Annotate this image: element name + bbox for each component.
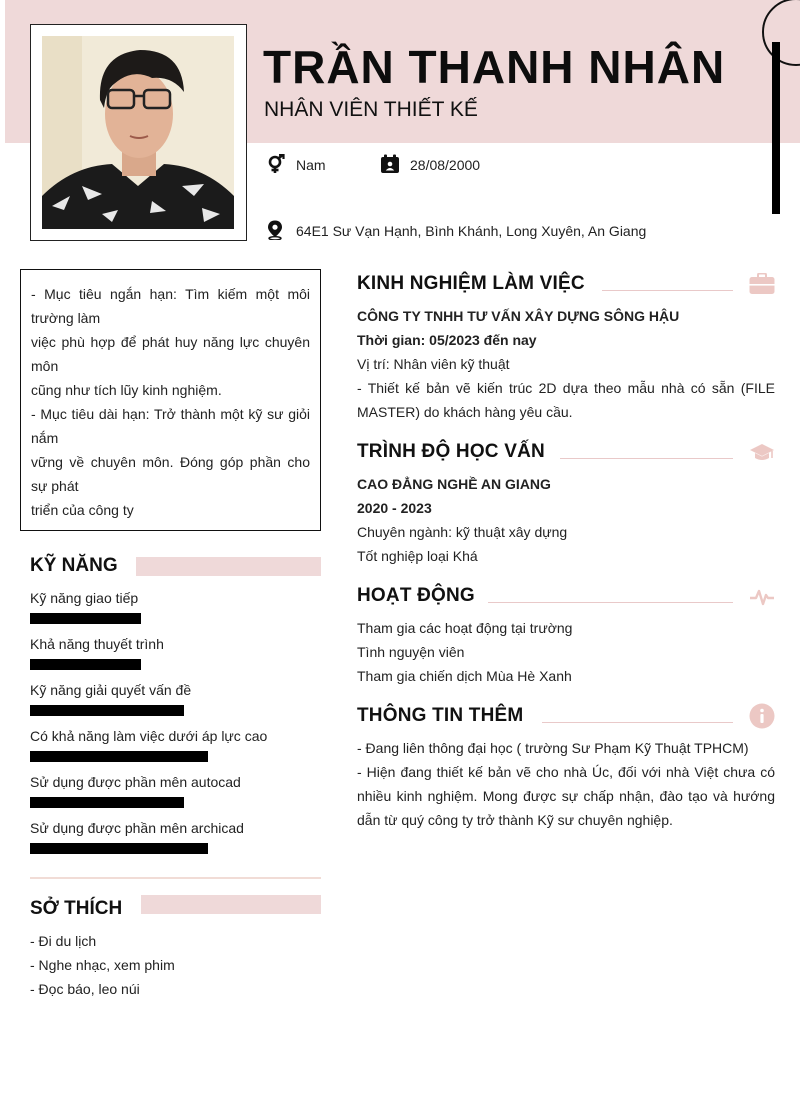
hobbies-heading: SỞ THÍCH	[30, 898, 123, 919]
skill-label: Kỹ năng giải quyết vấn đề	[30, 682, 192, 698]
activities-heading-line	[488, 602, 733, 603]
skill-label: Sử dụng được phần mên autocad	[30, 774, 241, 790]
info-icon	[749, 703, 775, 729]
more-info-line-1: - Đang liên thông đại học ( trường Sư Phạm Kỹ Thuật TPHCM)	[357, 740, 749, 756]
address-text: 64E1 Sư Vạn Hạnh, Bình Khánh, Long Xuyên, An Giang	[296, 223, 647, 239]
education-heading: TRÌNH ĐỘ HỌC VẤN	[357, 441, 545, 462]
skill-level-bar	[30, 843, 208, 854]
experience-heading-line	[602, 290, 733, 291]
birthday-text: 28/08/2000	[410, 157, 481, 173]
skills-heading-bar	[136, 557, 321, 576]
hobby-item: - Nghe nhạc, xem phim	[30, 957, 175, 973]
hobby-item: - Đi du lịch	[30, 933, 97, 949]
career-objective-box	[20, 269, 321, 531]
more-info-heading: THÔNG TIN THÊM	[357, 705, 524, 726]
skill-level-bar	[30, 705, 184, 716]
decor-vertical-bar	[772, 42, 780, 214]
skill-label: Khả năng thuyết trình	[30, 636, 164, 652]
more-info-heading-line	[542, 722, 733, 723]
activities-heading: HOẠT ĐỘNG	[357, 585, 475, 606]
heartbeat-icon	[749, 586, 775, 608]
skill-label: Kỹ năng giao tiếp	[30, 590, 139, 606]
work-description: - Thiết kế bản vẽ kiến trúc 2D dựa theo mẫu nhà có sẵn (FILE MASTER) do khách hàng yêu cầu.	[357, 380, 775, 420]
skill-level-bar	[30, 659, 141, 670]
objective-line: - Mục tiêu dài hạn: Trở thành một kỹ sư giỏi nắm	[31, 406, 310, 446]
company-name: CÔNG TY TNHH TƯ VẤN XÂY DỰNG SÔNG HẬU	[357, 308, 680, 324]
more-info-line-2: - Hiện đang thiết kế bản vẽ cho nhà Úc, đối với nhà Việt chưa có nhiều kinh nghiệm. Mong được sự chấp nhận, đào tạo và hướng dẫn từ quý công ty trở thành Kỹ sư chuyên nghiệp.	[357, 764, 775, 828]
gender-icon	[266, 154, 286, 174]
job-title: NHÂN VIÊN THIẾT KẾ	[264, 98, 478, 121]
activity-item: Tham gia các hoạt động tại trường	[357, 620, 573, 636]
hobbies-heading-bar	[141, 895, 321, 914]
calendar-icon	[380, 154, 400, 174]
work-position: Vị trí: Nhân viên kỹ thuật	[357, 356, 510, 372]
school-grade: Tốt nghiệp loại Khá	[357, 548, 478, 564]
briefcase-icon	[749, 273, 775, 295]
objective-line: cũng như tích lũy kinh nghiệm.	[31, 382, 222, 398]
activity-item: Tình nguyện viên	[357, 644, 465, 660]
skill-label: Sử dụng được phần mên archicad	[30, 820, 244, 836]
objective-line: vững về chuyên môn. Đóng góp phần cho sự phát	[31, 454, 310, 494]
school-name: CAO ĐẲNG NGHỀ AN GIANG	[357, 476, 551, 492]
section-divider	[30, 877, 321, 879]
experience-heading: KINH NGHIỆM LÀM VIỆC	[357, 273, 585, 294]
objective-line: - Mục tiêu ngắn hạn: Tìm kiếm một môi trường làm	[31, 286, 310, 326]
skill-level-bar	[30, 613, 141, 624]
profile-photo	[42, 36, 234, 229]
school-major: Chuyên ngành: kỹ thuật xây dựng	[357, 524, 568, 540]
skill-level-bar	[30, 797, 184, 808]
gender-text: Nam	[296, 157, 326, 173]
activity-item: Tham gia chiến dịch Mùa Hè Xanh	[357, 668, 572, 684]
education-heading-line	[560, 458, 733, 459]
skill-level-bar	[30, 751, 208, 762]
location-pin-icon	[265, 220, 285, 240]
skill-label: Có khả năng làm việc dưới áp lực cao	[30, 728, 268, 744]
full-name: TRẦN THANH NHÂN	[263, 41, 726, 93]
objective-line: triển của công ty	[31, 502, 134, 518]
objective-line: việc phù hợp để phát huy năng lực chuyên môn	[31, 334, 310, 374]
skills-heading: KỸ NĂNG	[30, 555, 118, 576]
graduation-cap-icon	[749, 441, 775, 463]
school-years: 2020 - 2023	[357, 500, 432, 516]
hobby-item: - Đọc báo, leo núi	[30, 981, 140, 997]
work-period: Thời gian: 05/2023 đến nay	[357, 332, 537, 348]
